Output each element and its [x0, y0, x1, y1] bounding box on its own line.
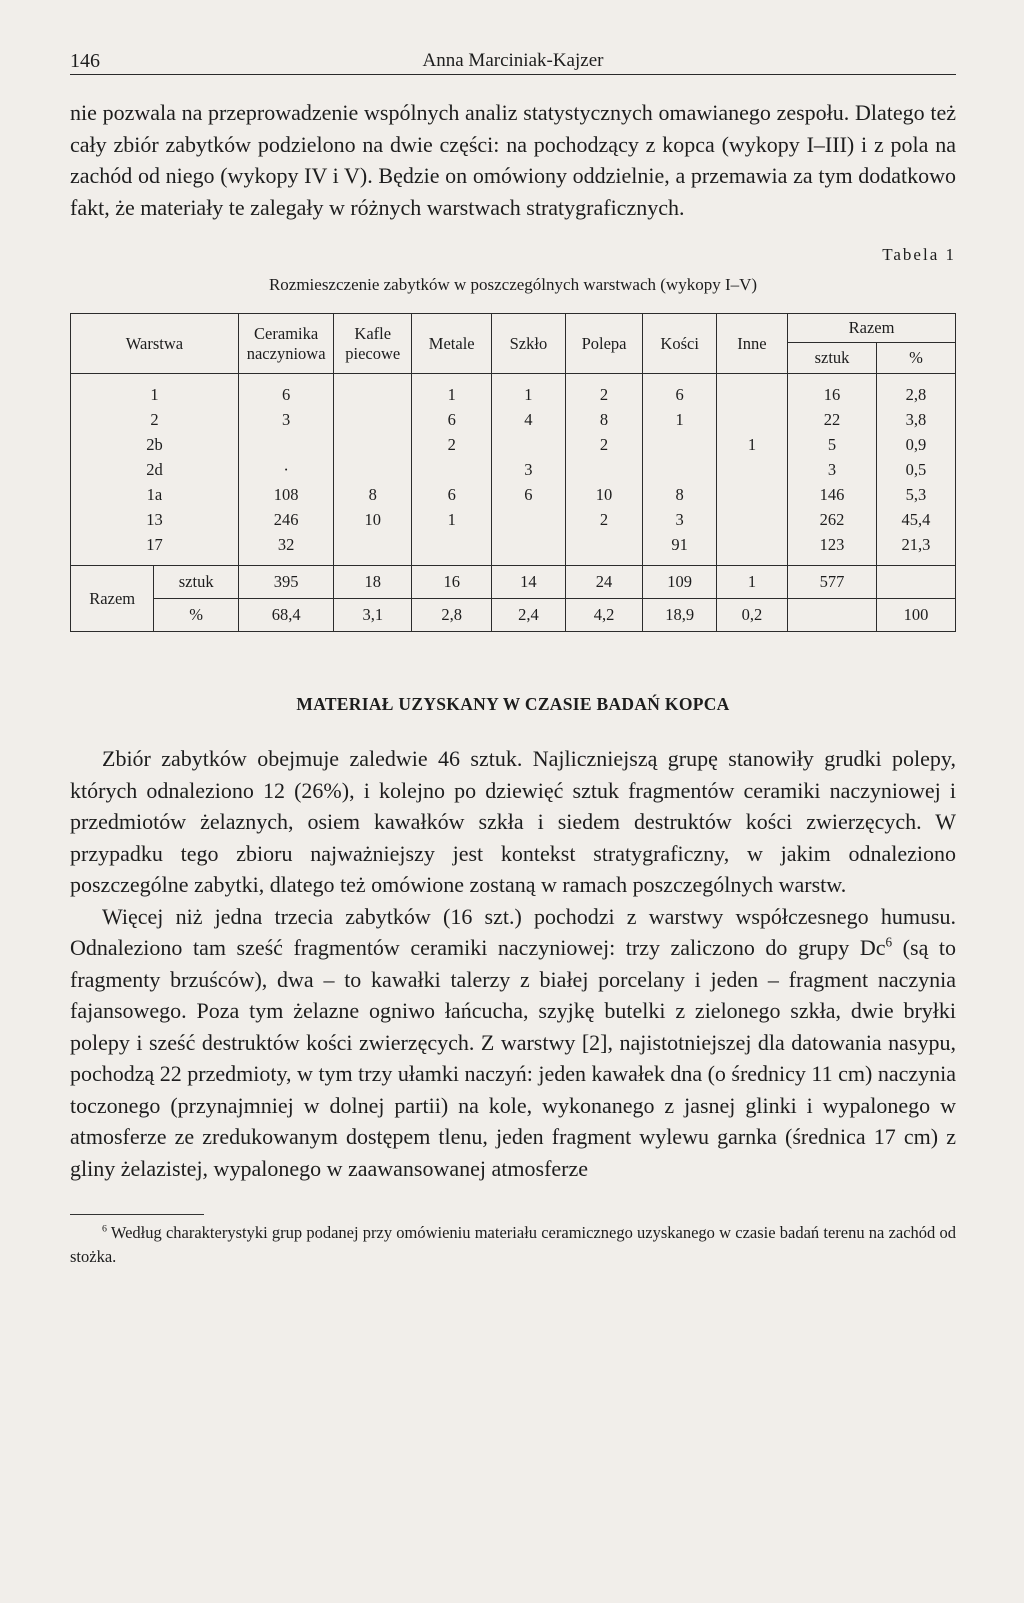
table-cell — [643, 432, 716, 457]
table-cell: 6 — [492, 482, 565, 507]
table-label: Tabela 1 — [882, 245, 956, 264]
table-cell: 16 — [412, 566, 492, 599]
layer-cell: 13 — [71, 507, 239, 532]
layer-cell: 2d — [71, 457, 239, 482]
table-cell: 5 — [788, 432, 877, 457]
table-cell: 18 — [334, 566, 412, 599]
table-cell: 32 — [238, 532, 333, 566]
layer-cell: 17 — [71, 532, 239, 566]
table-cell: 123 — [788, 532, 877, 566]
table-cell — [412, 457, 492, 482]
intro-paragraph: nie pozwala na przeprowadzenie wspólnych analiz statystycznych omawianego zespołu. Dlatego też cały zbiór zabytków podzielono na dwie części: na pochodzący z kopca (wykopy I–III) i z pola na zachód od niego (wykopy IV i V). Będzie on omówiony oddzielnie, a przemawia za tym dodatkowo fakt, że materiały te zalegały w różnych warstwach stratygraficznych. — [70, 100, 956, 220]
paragraph-2: Zbiór zabytków obejmuje zaledwie 46 sztuk. Najliczniejszą grupę stanowiły grudki polepy, których odnaleziono 12 (26%), i kolejno po dziewięć sztuk fragmentów ceramiki naczyniowej i przedmiotów żelaznych, osiem kawałków szkła i siedem destruktów kości zwierzęcych. W przypadku tego zbioru najważniejszy jest kontekst stratygraficzny, w jakim odnaleziono poszczególne zabytki, dlatego też omówione zostaną w ramach poszczególnych warstw. — [70, 746, 956, 897]
table-cell: 21,3 — [876, 532, 955, 566]
table-cell: 6 — [412, 407, 492, 432]
table-cell — [643, 457, 716, 482]
table-cell — [492, 532, 565, 566]
table-cell: 8 — [334, 482, 412, 507]
totals-procent-label: % — [154, 599, 239, 632]
layer-cell: 2b — [71, 432, 239, 457]
footnote-divider — [70, 1214, 204, 1215]
table-row — [71, 507, 956, 532]
table-cell: 395 — [238, 566, 333, 599]
table-cell: 3 — [238, 407, 333, 432]
table-cell: 1 — [412, 507, 492, 532]
header-kosci: Kości — [643, 314, 716, 374]
table-cell: 1 — [492, 374, 565, 408]
table-cell: 2 — [565, 432, 643, 457]
table-cell: 108 — [238, 482, 333, 507]
table-cell: 1 — [412, 374, 492, 408]
table-cell — [238, 432, 333, 457]
table-cell — [716, 407, 787, 432]
distribution-table — [70, 313, 956, 632]
table-cell: 8 — [565, 407, 643, 432]
table-cell: 1 — [643, 407, 716, 432]
table-cell — [716, 482, 787, 507]
table-cell: · — [238, 457, 333, 482]
table-cell — [565, 532, 643, 566]
header-kafle: Kafle piecowe — [334, 314, 412, 374]
table-cell: 18,9 — [643, 599, 716, 632]
totals-row-procent — [71, 599, 956, 632]
table-cell: 14 — [492, 566, 565, 599]
table-cell: 22 — [788, 407, 877, 432]
table-cell: 10 — [334, 507, 412, 532]
table-cell — [716, 507, 787, 532]
header-inne: Inne — [716, 314, 787, 374]
table-row — [71, 407, 956, 432]
running-head: Anna Marciniak-Kajzer — [422, 50, 604, 71]
layer-cell: 2 — [71, 407, 239, 432]
table-cell: 100 — [876, 599, 955, 632]
table-cell: 577 — [788, 566, 877, 599]
table-cell — [334, 432, 412, 457]
table-cell: 3,8 — [876, 407, 955, 432]
header-procent: % — [876, 343, 955, 374]
table-cell: 2,8 — [412, 599, 492, 632]
table-cell: 2 — [412, 432, 492, 457]
table-cell: 1 — [716, 566, 787, 599]
table-cell: 146 — [788, 482, 877, 507]
totals-row-sztuk — [71, 566, 956, 599]
header-metale: Metale — [412, 314, 492, 374]
table-row — [71, 374, 956, 408]
table-cell: 68,4 — [238, 599, 333, 632]
table-cell: 45,4 — [876, 507, 955, 532]
table-cell: 24 — [565, 566, 643, 599]
totals-label: Razem — [71, 566, 154, 632]
table-cell: 6 — [238, 374, 333, 408]
table-cell: 3 — [492, 457, 565, 482]
header-sztuk: sztuk — [788, 343, 877, 374]
table-cell: 3,1 — [334, 599, 412, 632]
table-row — [71, 457, 956, 482]
totals-sztuk-label: sztuk — [154, 566, 239, 599]
table-cell: 8 — [643, 482, 716, 507]
table-cell: 4 — [492, 407, 565, 432]
table-cell: 0,9 — [876, 432, 955, 457]
table-cell: 16 — [788, 374, 877, 408]
header-warstwa: Warstwa — [71, 314, 239, 374]
table-cell — [876, 566, 955, 599]
page-number: 146 — [70, 50, 100, 72]
table-cell — [334, 457, 412, 482]
table-cell — [334, 374, 412, 408]
layer-cell: 1 — [71, 374, 239, 408]
table-cell: 10 — [565, 482, 643, 507]
table-cell — [716, 457, 787, 482]
table-cell — [565, 457, 643, 482]
table-cell: 2,4 — [492, 599, 565, 632]
table-cell: 1 — [716, 432, 787, 457]
table-cell — [492, 507, 565, 532]
table-cell: 109 — [643, 566, 716, 599]
table-cell: 3 — [643, 507, 716, 532]
table-cell: 2 — [565, 507, 643, 532]
table-cell: 0,2 — [716, 599, 787, 632]
page-header — [70, 40, 956, 75]
table-cell: 5,3 — [876, 482, 955, 507]
table-row — [71, 532, 956, 566]
table-cell — [716, 532, 787, 566]
paragraph-3: Więcej niż jedna trzecia zabytków (16 szt.) pochodzi z warstwy współczesnego humusu. Odnaleziono tam sześć fragmentów ceramiki naczyniowej: trzy zaliczono do grupy Dc$^6$ (są to fragmenty brzuśców), dwa – to kawałki talerzy z białej porcelany i jeden – fragment naczynia fajansowego. Poza tym żelazne ogniwo łańcucha, szyjkę butelki z zielonego szkła, dwie bryłki polepy i sześć destruktów kości zwierzęcych. Z warstwy [2], najistotniejszej dla datowania nasypu, pochodzą 22 przedmioty, w tym trzy ułamki naczyń: jeden kawałek dna (o średnicy 11 cm) naczynia toczonego (przynajmniej w dolnej partii) na kole, wykonanego z jasnej glinki i wypalonego w atmosferze ze zredukowanym dostępem tlenu, jeden fragment wylewu garnka (średnica 17 cm) z gliny żelazistej, wypalonego w zaawansowanej atmosferze — [70, 903, 957, 1181]
table-cell: 91 — [643, 532, 716, 566]
table-cell — [334, 532, 412, 566]
table-caption: Rozmieszczenie zabytków w poszczególnych warstwach (wykopy I–V) — [268, 275, 758, 294]
table-cell: 6 — [412, 482, 492, 507]
table-row — [71, 482, 956, 507]
table-cell: 4,2 — [565, 599, 643, 632]
header-razem: Razem — [788, 314, 956, 343]
table-cell: 0,5 — [876, 457, 955, 482]
header-szklo: Szkło — [492, 314, 565, 374]
page — [70, 40, 956, 1269]
header-polepa: Polepa — [565, 314, 643, 374]
footnote-reference: 6 — [885, 934, 893, 950]
footnote: $^6$ Według charakterystyki grup podanej przy omówieniu materiału ceramicznego uzyskanego w czasie badań terenu na zachód od stożka. — [70, 1223, 956, 1266]
table-cell: 262 — [788, 507, 877, 532]
table-row — [71, 432, 956, 457]
table-cell — [788, 599, 877, 632]
layer-cell: 1a — [71, 482, 239, 507]
section-title: MATERIAŁ UZYSKANY W CZASIE BADAŃ KOPCA — [296, 694, 730, 714]
table-cell: 246 — [238, 507, 333, 532]
table-cell: 2,8 — [876, 374, 955, 408]
table-cell — [492, 432, 565, 457]
table-cell: 6 — [643, 374, 716, 408]
table-cell: 2 — [565, 374, 643, 408]
table-cell — [716, 374, 787, 408]
footnote-marker: 6 — [102, 1223, 107, 1235]
table-cell: 3 — [788, 457, 877, 482]
header-ceramika: Ceramika naczyniowa — [238, 314, 333, 374]
table-cell — [412, 532, 492, 566]
table-cell — [334, 407, 412, 432]
